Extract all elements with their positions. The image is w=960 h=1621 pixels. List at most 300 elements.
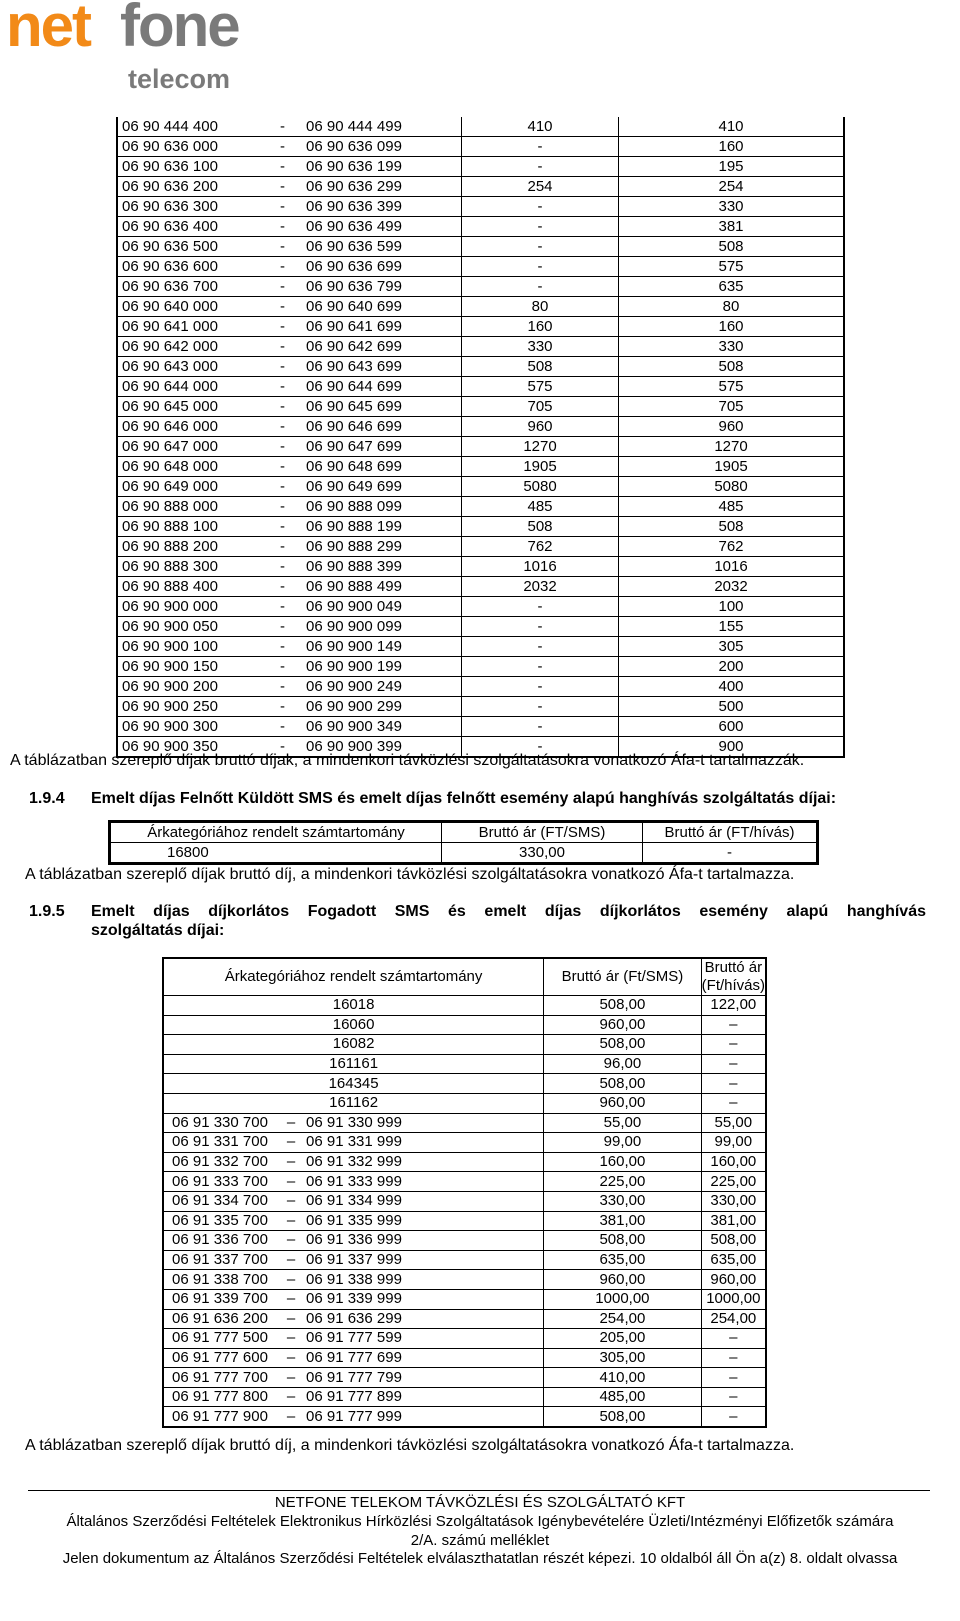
- table-row: [163, 1133, 766, 1153]
- table-cell: -: [462, 157, 619, 177]
- table-cell: 99,00: [701, 1133, 766, 1153]
- table-cell: -: [462, 657, 619, 677]
- table-cell: 1000,00: [544, 1289, 701, 1309]
- table-cell: 254: [619, 177, 845, 197]
- range-number: 06 91 330 700: [172, 1113, 268, 1131]
- table-cell: 225,00: [544, 1172, 701, 1192]
- table-cell: 16800: [111, 843, 442, 863]
- vat-note-3: A táblázatban szereplő díjak bruttó díj, a mindenkori távközlési szolgáltatásokra vonatkozó Áfa-t tartalmazza.: [25, 1437, 795, 1454]
- table-cell: [163, 1113, 544, 1133]
- table-cell: 06 90 900 099: [306, 617, 462, 637]
- table-row: [163, 1093, 766, 1113]
- netfone-logo: [6, 0, 239, 94]
- range-dash: –: [286, 1309, 296, 1327]
- table-cell: -: [280, 457, 306, 477]
- table-cell: -: [280, 397, 306, 417]
- table-cell: –: [701, 1387, 766, 1407]
- table-cell: 06 90 900 250: [117, 697, 280, 717]
- table-cell: 06 90 643 000: [117, 357, 280, 377]
- table-cell: 06 90 900 349: [306, 717, 462, 737]
- table-cell: -: [462, 217, 619, 237]
- table-cell: 06 90 900 200: [117, 677, 280, 697]
- table-cell: 508,00: [544, 996, 701, 1016]
- section-title-1-9-5-line2: szolgáltatás díjai:: [91, 922, 225, 939]
- table-cell: 06 90 900 399: [306, 737, 462, 758]
- table-cell: -: [280, 197, 306, 217]
- table-cell: 225,00: [701, 1172, 766, 1192]
- table-cell: -: [280, 277, 306, 297]
- table-row: [117, 317, 844, 337]
- table-cell: 06 90 888 199: [306, 517, 462, 537]
- table-row: [117, 157, 844, 177]
- table-cell: 06 90 900 100: [117, 637, 280, 657]
- table-cell: [163, 1152, 544, 1172]
- table-cell: 06 90 646 699: [306, 417, 462, 437]
- table-cell: -: [280, 677, 306, 697]
- table-cell: 06 90 636 300: [117, 197, 280, 217]
- table-cell: -: [462, 237, 619, 257]
- table-cell: 96,00: [544, 1054, 701, 1074]
- table-cell: 500: [619, 697, 845, 717]
- table-cell: -: [280, 117, 306, 137]
- table-cell: 06 90 636 599: [306, 237, 462, 257]
- table-cell: 06 90 636 699: [306, 257, 462, 277]
- table-cell: 06 90 648 000: [117, 457, 280, 477]
- table-cell: 960,00: [544, 1093, 701, 1113]
- table-cell: 06 90 642 000: [117, 337, 280, 357]
- section-title-1-9-4: Emelt díjas Felnőtt Küldött SMS és emelt díjas felnőtt esemény alapú hanghívás szolgáltatás díjai:: [91, 790, 837, 807]
- range-dash: –: [286, 1270, 296, 1288]
- table-cell: 330: [462, 337, 619, 357]
- table-cell: 1905: [462, 457, 619, 477]
- table-cell: 06 90 636 499: [306, 217, 462, 237]
- table-cell: -: [280, 217, 306, 237]
- table-row: [117, 677, 844, 697]
- footer-page-info: Jelen dokumentum az Általános Szerződési Feltételek elválaszthatatlan részét képezi. 10 oldalból áll Ön a(z) 8. oldalt olvassa: [62, 1550, 898, 1567]
- range-number: 06 91 330 999: [306, 1113, 402, 1131]
- table-row: [163, 1309, 766, 1329]
- table-row: [117, 337, 844, 357]
- footer-annex: 2/A. számú melléklet: [410, 1532, 550, 1549]
- table-cell: 06 90 888 000: [117, 497, 280, 517]
- table-cell: -: [280, 697, 306, 717]
- table-cell: 305,00: [544, 1348, 701, 1368]
- table-cell: -: [280, 737, 306, 758]
- table-row: [163, 1348, 766, 1368]
- table-cell: –: [701, 1329, 766, 1349]
- table-cell: -: [462, 277, 619, 297]
- table-cell: 06 90 900 249: [306, 677, 462, 697]
- table-cell: -: [280, 417, 306, 437]
- table-cell: 06 90 641 699: [306, 317, 462, 337]
- table-cell: 06 90 888 400: [117, 577, 280, 597]
- table-row: [117, 137, 844, 157]
- table-row: [163, 1368, 766, 1388]
- table-cell: 55,00: [701, 1113, 766, 1133]
- table-cell: 160: [619, 137, 845, 157]
- table-cell: 960,00: [544, 1270, 701, 1290]
- table-row: [117, 237, 844, 257]
- table-cell: 06 90 888 099: [306, 497, 462, 517]
- range-number: 06 91 331 999: [306, 1133, 402, 1151]
- table-cell: 508: [462, 357, 619, 377]
- table-cell: -: [280, 357, 306, 377]
- table-cell: –: [701, 1035, 766, 1055]
- table-cell: 06 90 444 400: [117, 117, 280, 137]
- table-cell: -: [280, 617, 306, 637]
- table-row: [117, 257, 844, 277]
- table-cell: 508,00: [544, 1035, 701, 1055]
- table-cell: 06 90 645 000: [117, 397, 280, 417]
- table-cell: [163, 1348, 544, 1368]
- table-cell: 330: [619, 337, 845, 357]
- table-cell: 06 90 888 200: [117, 537, 280, 557]
- table-cell: -: [462, 257, 619, 277]
- table-cell: -: [280, 477, 306, 497]
- table-cell: 06 90 900 299: [306, 697, 462, 717]
- table-cell: 508,00: [544, 1074, 701, 1094]
- range-dash: –: [286, 1329, 296, 1347]
- table-cell: 06 90 643 699: [306, 357, 462, 377]
- table-row: [117, 377, 844, 397]
- table-cell: [163, 1133, 544, 1153]
- table-cell: [163, 1231, 544, 1251]
- logo-text-telecom: telecom: [128, 64, 231, 94]
- table-row: [117, 717, 844, 737]
- table-cell: 330,00: [701, 1191, 766, 1211]
- table-cell: -: [280, 237, 306, 257]
- table-cell: 16082: [163, 1035, 544, 1055]
- table-cell: –: [701, 1348, 766, 1368]
- section-title-1-9-5-line1: Emelt díjas díjkorlátos Fogadott SMS és emelt díjas díjkorlátos esemény alapú hanghívás: [91, 903, 926, 920]
- table-cell: 508,00: [544, 1407, 701, 1427]
- table-row: [117, 437, 844, 457]
- table-cell: 164345: [163, 1074, 544, 1094]
- range-dash: –: [286, 1388, 296, 1406]
- range-number: 06 91 335 999: [306, 1211, 402, 1229]
- table-cell: 2032: [462, 577, 619, 597]
- table-row: [163, 1152, 766, 1172]
- table-row: [117, 297, 844, 317]
- table-cell: 5080: [619, 477, 845, 497]
- table-cell: -: [280, 537, 306, 557]
- range-dash: –: [286, 1407, 296, 1425]
- table-cell: 960: [462, 417, 619, 437]
- table-row: [163, 1289, 766, 1309]
- table-cell: 16018: [163, 996, 544, 1016]
- table-cell: 1000,00: [701, 1289, 766, 1309]
- table-cell: 06 90 644 000: [117, 377, 280, 397]
- table-cell: [163, 1191, 544, 1211]
- table-cell: 485: [462, 497, 619, 517]
- table-cell: 305: [619, 637, 845, 657]
- footer-company: NETFONE TELEKOM TÁVKÖZLÉSI ÉS SZOLGÁLTATÓ KFT: [274, 1494, 686, 1511]
- table-cell: -: [280, 497, 306, 517]
- table-cell: -: [280, 517, 306, 537]
- table-cell: -: [462, 737, 619, 758]
- table-cell: 160,00: [701, 1152, 766, 1172]
- table-cell: 16060: [163, 1015, 544, 1035]
- table-cell: 254,00: [701, 1309, 766, 1329]
- table-cell: 06 90 900 300: [117, 717, 280, 737]
- section-number-1-9-4: 1.9.4: [29, 790, 65, 807]
- table-cell: 06 90 888 300: [117, 557, 280, 577]
- table-row: [117, 617, 844, 637]
- table-cell: 06 90 648 699: [306, 457, 462, 477]
- table-row: [117, 657, 844, 677]
- table-cell: -: [280, 337, 306, 357]
- table-cell: 06 90 900 000: [117, 597, 280, 617]
- table-cell: 1016: [462, 557, 619, 577]
- vat-note-2: A táblázatban szereplő díjak bruttó díj, a mindenkori távközlési szolgáltatásokra vonatkozó Áfa-t tartalmazza.: [25, 866, 795, 883]
- table-cell: 900: [619, 737, 845, 758]
- table-cell: 06 90 636 100: [117, 157, 280, 177]
- table-cell: 254: [462, 177, 619, 197]
- table-cell: 254,00: [544, 1309, 701, 1329]
- table-cell: 1270: [619, 437, 845, 457]
- range-number: 06 91 777 899: [306, 1388, 402, 1406]
- table-cell: -: [462, 137, 619, 157]
- table-cell: 508,00: [544, 1231, 701, 1251]
- table-cell: -: [462, 197, 619, 217]
- range-dash: –: [286, 1211, 296, 1229]
- table-cell: -: [280, 157, 306, 177]
- section-number-1-9-5: 1.9.5: [29, 903, 65, 920]
- table-cell: 06 90 900 049: [306, 597, 462, 617]
- range-number: 06 91 338 700: [172, 1270, 268, 1288]
- table-cell: 55,00: [544, 1113, 701, 1133]
- table-row: [117, 177, 844, 197]
- table-cell: 160,00: [544, 1152, 701, 1172]
- table-cell: 06 90 641 000: [117, 317, 280, 337]
- table-cell: 06 90 900 050: [117, 617, 280, 637]
- vat-note-1: A táblázatban szereplő díjak bruttó díjak, a mindenkori távközlési szolgáltatásokra vonatkozó Áfa-t tartalmazzák.: [10, 752, 805, 769]
- table-cell: 06 90 636 199: [306, 157, 462, 177]
- table-cell: 960: [619, 417, 845, 437]
- range-dash: –: [286, 1348, 296, 1366]
- table-cell: -: [643, 843, 817, 863]
- footer-divider: [28, 1490, 930, 1491]
- table-cell: 122,00: [701, 996, 766, 1016]
- range-number: 06 91 336 700: [172, 1231, 268, 1249]
- table-cell: -: [280, 377, 306, 397]
- range-dash: –: [286, 1231, 296, 1249]
- table-cell: 99,00: [544, 1133, 701, 1153]
- table-cell: 508,00: [701, 1231, 766, 1251]
- table-cell: 410,00: [544, 1368, 701, 1388]
- table-row: [163, 1231, 766, 1251]
- table-cell: 06 90 642 699: [306, 337, 462, 357]
- table-cell: 06 90 888 399: [306, 557, 462, 577]
- table-cell: 635: [619, 277, 845, 297]
- table-cell: 705: [462, 397, 619, 417]
- range-number: 06 91 334 999: [306, 1192, 402, 1210]
- range-number: 06 91 338 999: [306, 1270, 402, 1288]
- table-cell: 1016: [619, 557, 845, 577]
- table-cell: 06 90 649 699: [306, 477, 462, 497]
- table-row: [163, 1270, 766, 1290]
- table-cell: -: [280, 657, 306, 677]
- range-number: 06 91 333 999: [306, 1172, 402, 1190]
- table-cell: [163, 1270, 544, 1290]
- table-cell: -: [280, 637, 306, 657]
- table-cell: [163, 1368, 544, 1388]
- table-row: [163, 1035, 766, 1055]
- table-cell: 161162: [163, 1093, 544, 1113]
- table-cell: 160: [619, 317, 845, 337]
- range-number: 06 91 777 600: [172, 1348, 268, 1366]
- table-row: [117, 117, 844, 137]
- table-cell: 160: [462, 317, 619, 337]
- table-cell: 06 90 636 399: [306, 197, 462, 217]
- table-cell: -: [280, 177, 306, 197]
- range-dash: –: [286, 1192, 296, 1210]
- table-cell: 762: [462, 537, 619, 557]
- table-cell: [163, 1387, 544, 1407]
- table-cell: 195: [619, 157, 845, 177]
- table-cell: 960,00: [544, 1015, 701, 1035]
- table-cell: -: [462, 677, 619, 697]
- range-number: 06 91 777 999: [306, 1407, 402, 1425]
- range-number: 06 91 636 200: [172, 1309, 268, 1327]
- table-row: [163, 1172, 766, 1192]
- table-cell: 705: [619, 397, 845, 417]
- table-cell: 06 90 900 150: [117, 657, 280, 677]
- table-cell: 485,00: [544, 1387, 701, 1407]
- table-cell: 06 90 647 699: [306, 437, 462, 457]
- range-number: 06 91 777 500: [172, 1329, 268, 1347]
- range-dash: –: [286, 1133, 296, 1151]
- table-row: [163, 1054, 766, 1074]
- table-cell: 06 90 636 000: [117, 137, 280, 157]
- table-row: [163, 1074, 766, 1094]
- table-cell: [163, 1407, 544, 1427]
- table-cell: 330,00: [442, 843, 643, 863]
- table-cell: 06 90 647 000: [117, 437, 280, 457]
- table-cell: [163, 1211, 544, 1231]
- range-number: 06 91 339 999: [306, 1290, 402, 1308]
- table-cell: 100: [619, 597, 845, 617]
- table-cell: 06 90 888 499: [306, 577, 462, 597]
- table-cell: [163, 1250, 544, 1270]
- range-number: 06 91 339 700: [172, 1290, 268, 1308]
- range-dash: –: [286, 1153, 296, 1171]
- range-number: 06 91 777 799: [306, 1368, 402, 1386]
- table-cell: 06 90 645 699: [306, 397, 462, 417]
- table-cell: 80: [462, 297, 619, 317]
- table-cell: 205,00: [544, 1329, 701, 1349]
- table-cell: 575: [619, 377, 845, 397]
- table-cell: -: [462, 717, 619, 737]
- range-number: 06 91 777 699: [306, 1348, 402, 1366]
- table-cell: 330: [619, 197, 845, 217]
- table-row: [117, 277, 844, 297]
- table-row: [117, 577, 844, 597]
- table-cell: –: [701, 1368, 766, 1388]
- table-cell: 762: [619, 537, 845, 557]
- table-cell: 06 90 649 000: [117, 477, 280, 497]
- table-cell: -: [280, 577, 306, 597]
- table-cell: 508: [462, 517, 619, 537]
- table-cell: -: [462, 617, 619, 637]
- table-cell: 06 90 900 149: [306, 637, 462, 657]
- table-cell: 381,00: [544, 1211, 701, 1231]
- table-cell: 960,00: [701, 1270, 766, 1290]
- table-row: [117, 557, 844, 577]
- table-cell: [163, 1309, 544, 1329]
- table-cell: 06 90 640 000: [117, 297, 280, 317]
- table-cell: 1270: [462, 437, 619, 457]
- table-cell: 06 90 644 699: [306, 377, 462, 397]
- table-cell: -: [462, 637, 619, 657]
- table-cell: -: [280, 557, 306, 577]
- table-cell: 330,00: [544, 1191, 701, 1211]
- table-row: [117, 457, 844, 477]
- range-number: 06 91 333 700: [172, 1172, 268, 1190]
- table-row: [117, 417, 844, 437]
- table-cell: 06 90 900 350: [117, 737, 280, 758]
- table-row: [117, 497, 844, 517]
- table-cell: –: [701, 1054, 766, 1074]
- table-row: [117, 697, 844, 717]
- table-cell: 06 90 646 000: [117, 417, 280, 437]
- table-cell: -: [280, 297, 306, 317]
- table-cell: 200: [619, 657, 845, 677]
- table-row: [117, 477, 844, 497]
- range-number: 06 91 334 700: [172, 1192, 268, 1210]
- range-number: 06 91 335 700: [172, 1211, 268, 1229]
- table-row: [163, 996, 766, 1016]
- table-row: [117, 217, 844, 237]
- table-cell: -: [280, 597, 306, 617]
- table-cell: –: [701, 1407, 766, 1427]
- table-cell: -: [280, 137, 306, 157]
- table-row: [163, 1113, 766, 1133]
- table-row: [117, 517, 844, 537]
- table-cell: –: [701, 1074, 766, 1094]
- table-row: [163, 1250, 766, 1270]
- table-cell: -: [280, 717, 306, 737]
- table-cell: 06 90 636 799: [306, 277, 462, 297]
- table-cell: 410: [462, 117, 619, 137]
- range-number: 06 91 331 700: [172, 1133, 268, 1151]
- table-cell: 635,00: [544, 1250, 701, 1270]
- range-dash: –: [286, 1290, 296, 1308]
- table-header: Bruttó ár (Ft/SMS): [544, 958, 701, 996]
- table-cell: -: [280, 317, 306, 337]
- range-number: 06 91 777 900: [172, 1407, 268, 1425]
- table-row: [117, 357, 844, 377]
- range-number: 06 91 336 999: [306, 1231, 402, 1249]
- table-header: Árkategóriához rendelt számtartomány: [111, 823, 442, 843]
- table-cell: 06 90 636 600: [117, 257, 280, 277]
- table-row: [117, 597, 844, 617]
- logo-text-fone: fone: [120, 0, 239, 59]
- range-number: 06 91 777 599: [306, 1329, 402, 1347]
- table-cell: [163, 1329, 544, 1349]
- table-header: Bruttó ár (Ft/hívás): [701, 959, 765, 994]
- table-header: Bruttó ár (FT/SMS): [442, 823, 643, 843]
- table-cell: 06 90 636 099: [306, 137, 462, 157]
- table-cell: -: [280, 257, 306, 277]
- footer-terms: Általános Szerződési Feltételek Elektronikus Hírközlési Szolgáltatások Igénybevételére Üzleti/Intézményi Előfizetők számára: [66, 1513, 894, 1530]
- table-row: [117, 397, 844, 417]
- table-cell: 06 90 444 499: [306, 117, 462, 137]
- table-row: [117, 537, 844, 557]
- table-row: [163, 1387, 766, 1407]
- table-cell: 508: [619, 517, 845, 537]
- table-cell: 410: [619, 117, 845, 137]
